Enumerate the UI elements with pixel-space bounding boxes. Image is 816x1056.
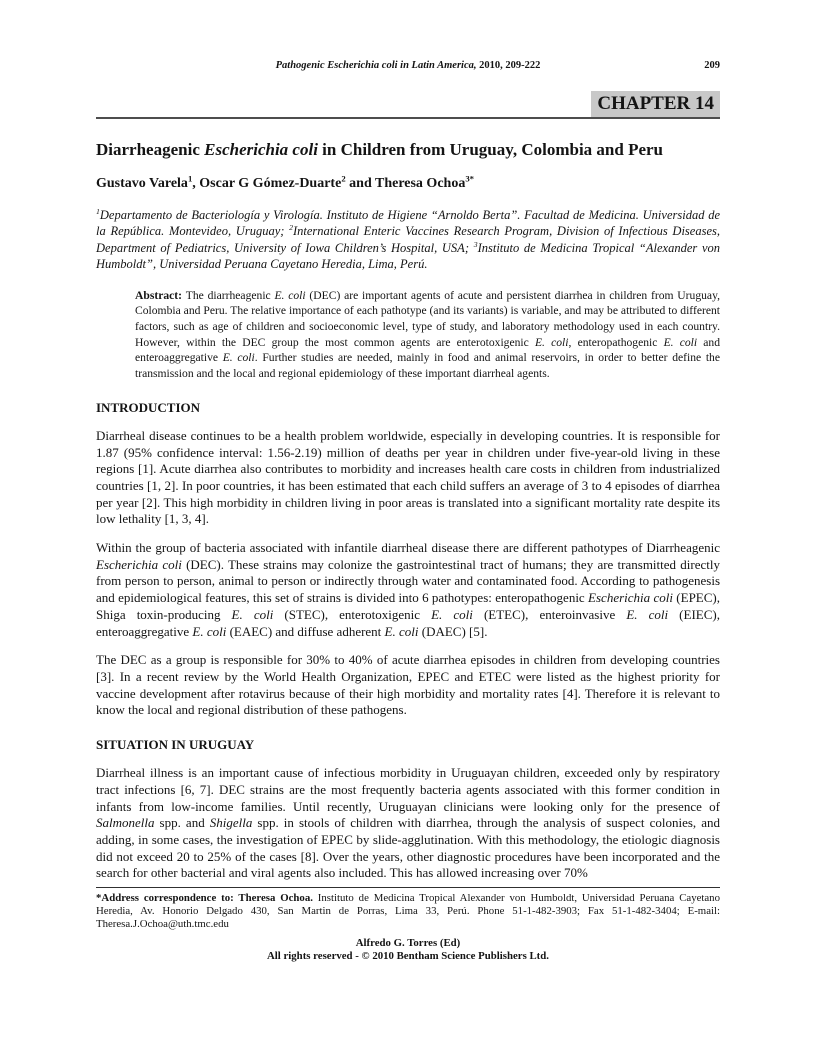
affiliations: $^1$Departamento de Bacteriología y Virología. Instituto de Higiene “Arnoldo Berta”. Facultad de Medicina. Universidad de la República. Montevideo, Uruguay; $^2$International Enteric Vaccines Research Program, Division of Infectious Diseases, Department of Pediatrics, University of Iowa Children’s Hospital, USA; $^3$Instituto de Medicina Tropical “Alexander von Humboldt”, Universidad Peruana Cayetano Heredia, Lima, Perú.: [96, 206, 721, 272]
paragraph-intro-2: Within the group of bacteria associated with infantile diarrheal disease there are different pathotypes of Diarrheagenic Escherichia coli (DEC). These strains may colonize the gastrointestinal tract of humans; they are transmitted directly from person to person, animal to person or indirectly through water and contaminated food. According to pathogenesis and epidemiological features, this set of strains is divided into 6 pathotypes: enteropathogenic Escherichia coli (EPEC), Shiga toxin-producing E. coli (STEC), enterotoxigenic E. coli (ETEC), enteroinvasive E. coli (EIEC), enteroaggregative E. coli (EAEC) and diffuse adherent E. coli (DAEC) [5].: [96, 540, 720, 639]
editor-line: Alfredo G. Torres (Ed): [355, 936, 461, 949]
abstract: Abstract: The diarrheagenic E. coli (DEC) are important agents of acute and persistent diarrhea in children from Uruguay, Colombia and Peru. The relative importance of each pathotype (and its variants) is variable, and may be attributed to different factors, such as age of children and socioeconomic level, type of study, and laboratory methodology used in each country. However, within the DEC group the most common agents are enterotoxigenic E. coli, enteropathogenic E. coli and enteroaggregative E. coli. Further studies are needed, mainly in food and animal reservoirs, in order to better define the transmission and the local and regional epidemiology of these important diarrheal agents.: [135, 288, 721, 381]
correspondence-footnote: *Address correspondence to: Theresa Ochoa. Instituto de Medicina Tropical Alexander von Humboldt, Universidad Peruana Cayetano Heredia, Av. Honorio Delgado 430, San Martin de Porras, Lima 33, Perú. Phone 51-1-482-3903; Fax 51-1-482-3404; E-mail: Theresa.J.Ochoa@uth.tmc.edu: [96, 887, 720, 932]
section-heading-situation-uruguay: SITUATION IN URUGUAY: [96, 737, 255, 753]
section-heading-introduction: INTRODUCTION: [96, 399, 201, 415]
page-number: 209: [704, 60, 720, 71]
running-title: Pathogenic Escherichia coli in Latin America, 2010, 209-222: [275, 60, 541, 71]
paragraph-uruguay-1: Diarrheal illness is an important cause of infectious morbidity in Uruguayan children, exceeded only by respiratory tract infections [6, 7]. DEC strains are the most frequently bacteria agents associated with this former condition in infants from low-income families. Until recently, Uruguayan clinicians were looking only for the presence of Salmonella spp. and Shigella spp. in stools of children with diarrhea, through the analysis of suspect colonies, and adding, in some cases, the investigation of EPEC by slide-agglutination. With this methodology, the etiologic diagnosis did not exceed 20 to 25% of the cases [8]. Over the years, other diagnostic procedures have been incorporated and the search for other bacterial and viral agents also included. This has allowed increasing over 70%: [96, 765, 720, 881]
chapter-badge: CHAPTER 14: [591, 91, 720, 117]
running-header: [96, 60, 720, 74]
chapter-rule: [96, 91, 720, 119]
authors-line: Gustavo Varela$^1$, Oscar G Gómez-Duarte$^2$ and Theresa Ochoa$^{3*}$: [96, 173, 474, 191]
article-title: Diarrheagenic Escherichia coli in Children from Uruguay, Colombia and Peru: [96, 140, 664, 159]
paragraph-intro-3: The DEC as a group is responsible for 30% to 40% of acute diarrhea episodes in children from developing countries [3]. In a recent review by the World Health Organization, EPEC and ETEC were listed as the highest priority for vaccine development after rotavirus because of their high morbidity and mortality rates [4]. Therefore it is relevant to know the local and regional distribution of these pathogens.: [96, 652, 720, 718]
book-footer: [96, 937, 720, 964]
paragraph-intro-1: Diarrheal disease continues to be a health problem worldwide, especially in developing countries. It is responsible for 1.87 (95% confidence interval: 1.56-2.19) million of deaths per year in children under five-year-old living in these regions [1]. Acute diarrhea also contributes to morbidity and increases health care costs in children from industrialized countries [1, 2]. In poor countries, it has been estimated that each child suffers an average of 3 to 4 episodes of diarrhea per year [2]. This high morbidity in children living in poor areas is translated into a significant mortality rate despite its low lethality [1, 3, 4].: [96, 427, 720, 527]
rights-line: All rights reserved - © 2010 Bentham Science Publishers Ltd.: [267, 950, 549, 963]
